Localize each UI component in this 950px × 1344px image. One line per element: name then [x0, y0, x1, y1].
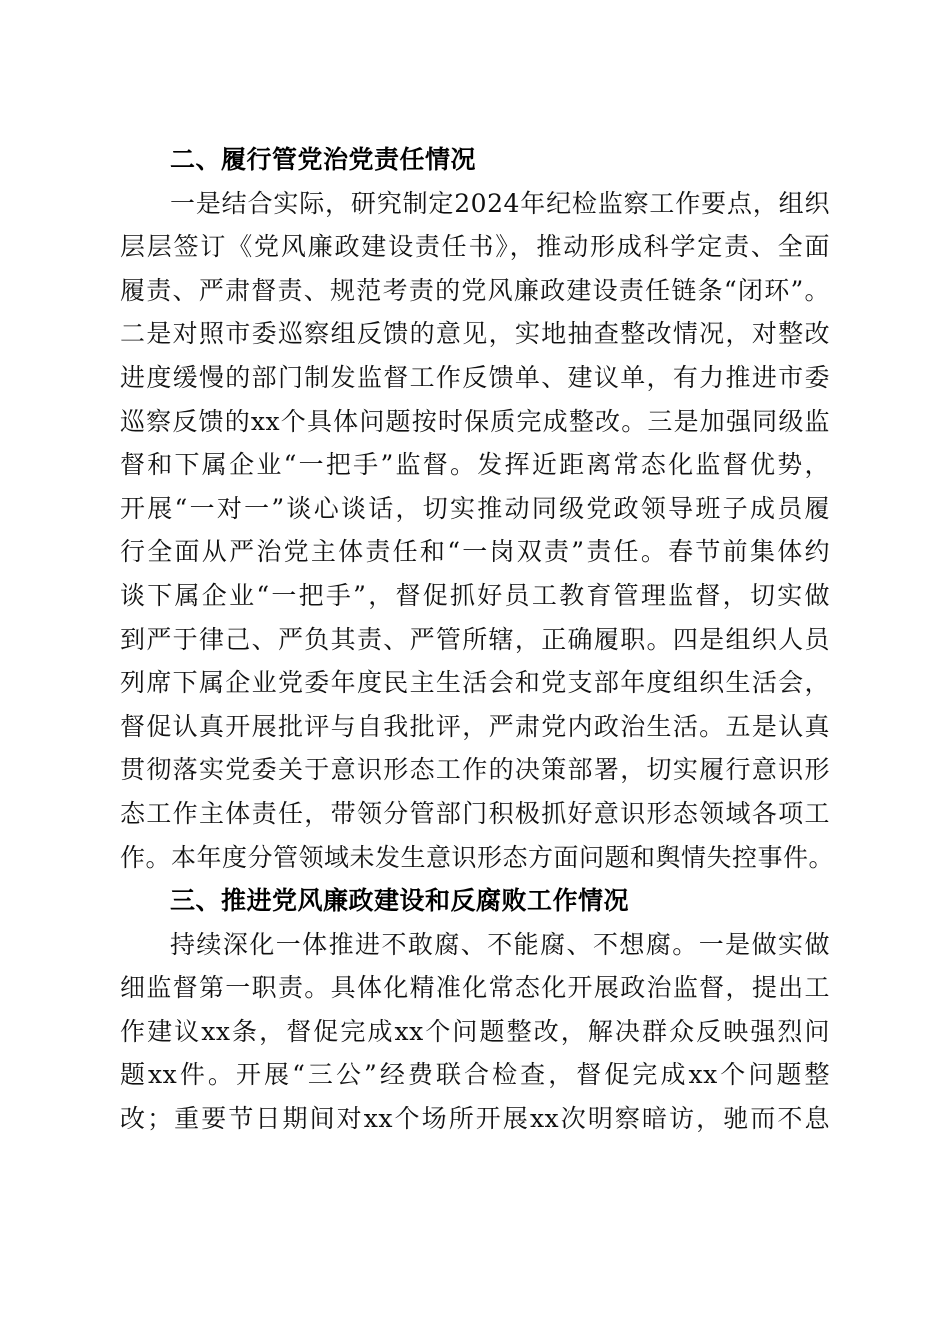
paragraph-line: 谈下属企业“一把手”，督促抓好员工教育管理监督，切实做 — [120, 580, 830, 610]
paragraph-line: 作建议xx条，督促完成xx个问题整改，解决群众反映强烈问 — [120, 1016, 830, 1046]
paragraph-line: 持续深化一体推进不敢腐、不能腐、不想腐。一是做实做 — [170, 929, 830, 959]
paragraph-line: 作。本年度分管领域未发生意识形态方面问题和舆情失控事件。 — [120, 842, 835, 872]
paragraph-line: 巡察反馈的xx个具体问题按时保质完成整改。三是加强同级监 — [120, 406, 830, 436]
paragraph-line: 督促认真开展批评与自我批评，严肃党内政治生活。五是认真 — [120, 711, 830, 741]
section-heading-3: 三、推进党风廉政建设和反腐败工作情况 — [170, 886, 630, 916]
paragraph-line: 到严于律己、严负其责、严管所辖，正确履职。四是组织人员 — [120, 624, 830, 654]
section-heading-2: 二、履行管党治党责任情况 — [170, 145, 477, 174]
paragraph-line: 一是结合实际，研究制定2024年纪检监察工作要点，组织 — [170, 188, 830, 218]
paragraph-line: 列席下属企业党委年度民主生活会和党支部年度组织生活会， — [120, 668, 830, 698]
paragraph-line: 行全面从严治党主体责任和“一岗双责”责任。春节前集体约 — [120, 537, 830, 567]
paragraph-line: 态工作主体责任，带领分管部门积极抓好意识形态领域各项工 — [120, 798, 830, 828]
paragraph-line: 开展“一对一”谈心谈话，切实推动同级党政领导班子成员履 — [120, 493, 830, 523]
paragraph-line: 督和下属企业“一把手”监督。发挥近距离常态化监督优势， — [120, 450, 830, 480]
paragraph-line: 改；重要节日期间对xx个场所开展xx次明察暗访，驰而不息 — [120, 1104, 830, 1134]
paragraph-line: 细监督第一职责。具体化精准化常态化开展政治监督，提出工 — [120, 973, 830, 1003]
paragraph-line: 进度缓慢的部门制发监督工作反馈单、建议单，有力推进市委 — [120, 362, 830, 392]
document-body — [120, 138, 835, 1141]
paragraph-line: 二是对照市委巡察组反馈的意见，实地抽查整改情况，对整改 — [120, 319, 830, 349]
paragraph-line: 题xx件。开展“三公”经费联合检查，督促完成xx个问题整 — [120, 1060, 830, 1090]
paragraph-line: 贯彻落实党委关于意识形态工作的决策部署，切实履行意识形 — [120, 755, 830, 785]
paragraph-line: 履责、严肃督责、规范考责的党风廉政建设责任链条“闭环”。 — [120, 275, 830, 305]
paragraph-line: 层层签订《党风廉政建设责任书》，推动形成科学定责、全面 — [120, 232, 830, 262]
